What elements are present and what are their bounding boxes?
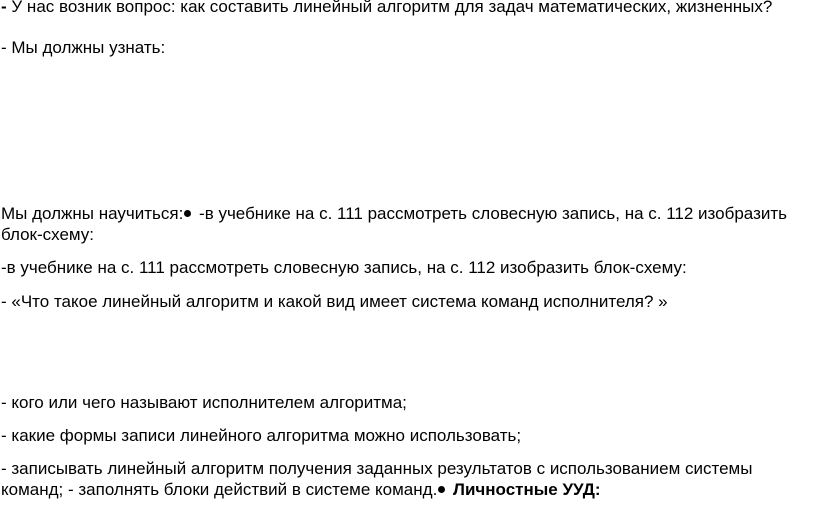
personal-uud-heading: Личностные УУД:: [448, 480, 601, 499]
must-learn-paragraph: [1, 203, 813, 245]
textbook-text-1: -в учебнике на с. 111 рассмотреть словесную запись, на с. 112 изобразить блок-схему:: [1, 204, 788, 244]
question-dash: -: [1, 0, 7, 16]
textbook-line-2: -в учебнике на с. 111 рассмотреть словесную запись, на с. 112 изобразить блок-схему:: [1, 258, 687, 277]
must-learn-label: Мы должны научиться:: [1, 204, 184, 223]
write-paragraph: [1, 458, 813, 500]
question-line: [1, 0, 772, 17]
question-text: У нас возник вопрос: как составить линейный алгоритм для задач математических, жизненных?: [11, 0, 773, 16]
executor-line: - кого или чего называют исполнителем алгоритма;: [1, 393, 407, 412]
must-know-line: - Мы должны узнать:: [1, 38, 166, 57]
bullet-icon: [438, 486, 445, 493]
write-text: - записывать линейный алгоритм получения заданных результатов с использованием системы команд; - заполнять блоки действий в системе команд.: [1, 459, 753, 499]
forms-line: - какие формы записи линейного алгоритма можно использовать;: [1, 426, 522, 445]
bullet-icon: [184, 210, 191, 217]
what-is-line: - «Что такое линейный алгоритм и какой вид имеет система команд исполнителя? »: [1, 292, 668, 311]
